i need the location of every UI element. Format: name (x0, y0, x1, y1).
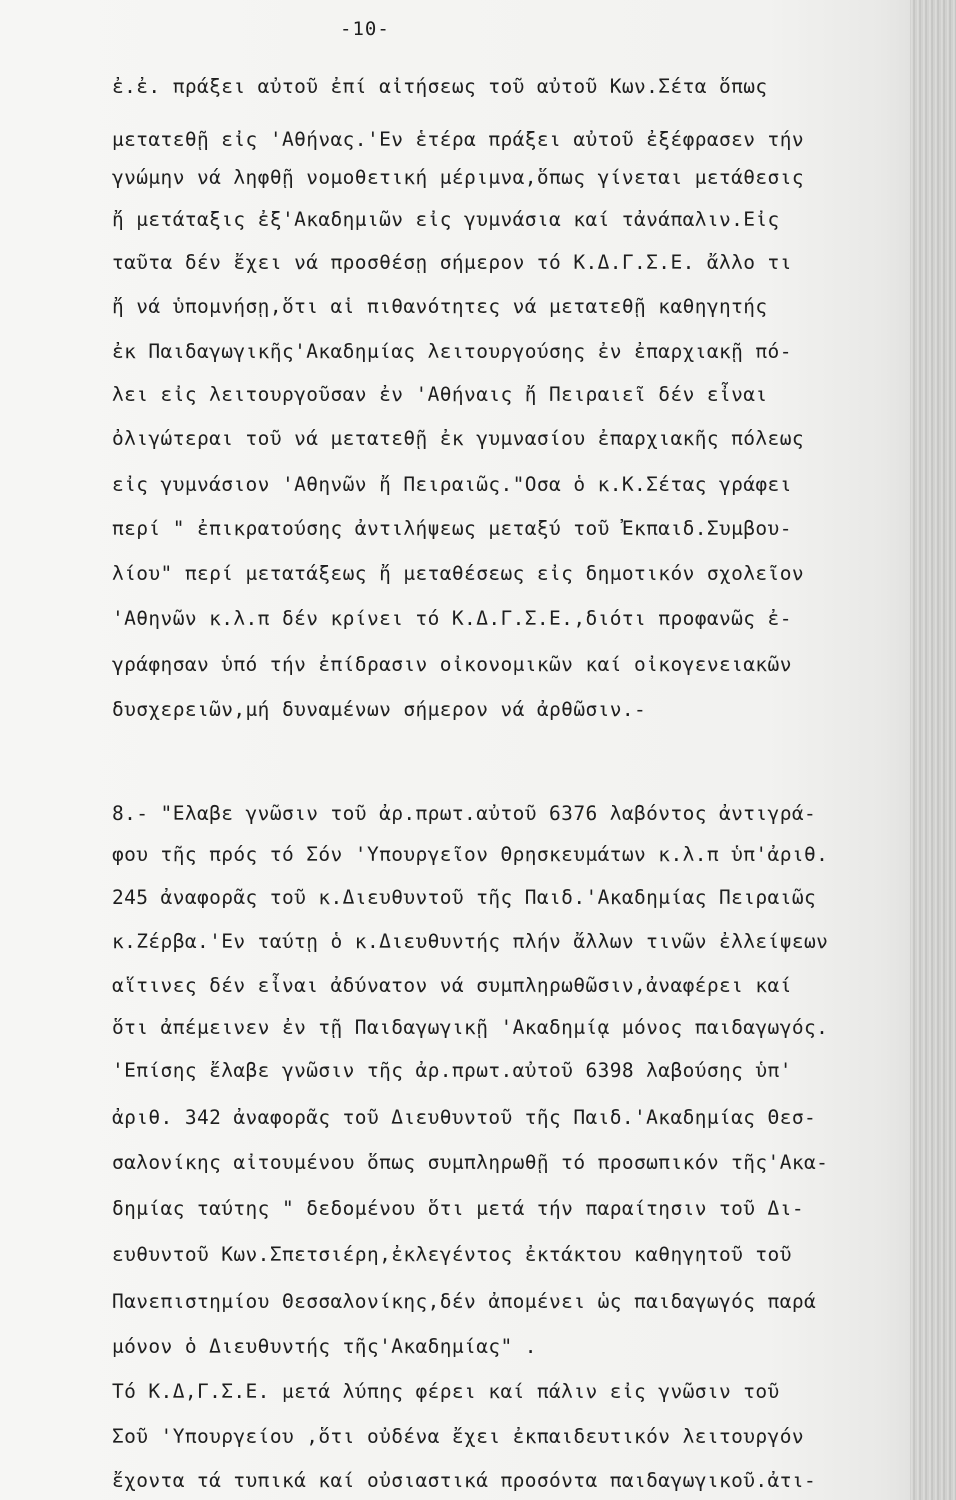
paragraph-1-line-8: λει εἰς λειτουργοῦσαν ἐν 'Αθήναις ἤ Πειραιεῖ δέν εἶναι (112, 383, 768, 406)
paragraph-2-line-11: ευθυντοῦ Κων.Σπετσιέρη,ἐκλεγέντος ἐκτάκτου καθηγητοῦ τοῦ (112, 1243, 792, 1266)
paragraph-2-line-1: 8.- "Ελαβε γνῶσιν τοῦ ἀρ.πρωτ.αὐτοῦ 6376 λαβόντος ἀντιγρά- (112, 802, 817, 825)
paragraph-1-line-13: 'Αθηνῶν κ.λ.π δέν κρίνει τό Κ.Δ.Γ.Σ.Ε.,διότι προφανῶς ἐ- (112, 607, 792, 630)
paragraph-2-line-10: δημίας ταύτης " δεδομένου ὅτι μετά τήν παραίτησιν τοῦ Δι- (112, 1197, 804, 1220)
paragraph-1-line-6: ἤ νά ὑπομνήσῃ,ὅτι αἱ πιθανότητες νά μετατεθῇ καθηγητής (112, 295, 768, 318)
paragraph-2-line-9: σαλονίκης αἰτουμένου ὅπως συμπληρωθῇ τό προσωπικόν τῆς'Ακα- (112, 1151, 829, 1174)
paragraph-2-line-6: ὅτι ἀπέμεινεν ἐν τῇ Παιδαγωγικῇ 'Ακαδημίᾳ μόνος παιδαγωγός. (112, 1016, 829, 1039)
paragraph-2-line-4: κ.Ζέρβα.'Εν ταύτῃ ὁ κ.Διευθυντής πλήν ἄλλων τινῶν ἐλλείψεων (112, 930, 829, 953)
paragraph-2-line-7: 'Επίσης ἔλαβε γνῶσιν τῆς ἀρ.πρωτ.αὐτοῦ 6398 λαβούσης ὑπ' (112, 1059, 792, 1082)
paragraph-1-line-9: ὀλιγώτεραι τοῦ νά μετατεθῇ ἐκ γυμνασίου ἐπαρχιακῆς πόλεως (112, 427, 804, 450)
scanned-page-edge (910, 0, 956, 1500)
paragraph-1-line-11: περί " ἐπικρατούσης ἀντιλήψεως μεταξύ τοῦ Ἐκπαιδ.Συμβου- (112, 517, 792, 540)
paragraph-1-line-10: εἰς γυμνάσιον 'Αθηνῶν ἤ Πειραιῶς."Οσα ὁ κ.Κ.Σέτας γράφει (112, 473, 792, 496)
paragraph-1-line-2: μετατεθῇ εἰς 'Αθήνας.'Εν ἑτέρα πράξει αὐτοῦ ἐξέφρασεν τήν (112, 128, 804, 151)
paragraph-1-line-15: δυσχερειῶν,μή δυναμένων σήμερον νά ἀρθῶσιν.- (112, 698, 647, 721)
paragraph-3-line-1: Τό Κ.Δ,Γ.Σ.Ε. μετά λύπης φέρει καί πάλιν εἰς γνῶσιν τοῦ (112, 1380, 780, 1403)
paragraph-1-line-1: ἐ.ἐ. πράξει αὐτοῦ ἐπί αἰτήσεως τοῦ αὐτοῦ Κων.Σέτα ὅπως (112, 75, 768, 98)
paragraph-2-line-3: 245 ἀναφορᾶς τοῦ κ.Διευθυντοῦ τῆς Παιδ.'Ακαδημίας Πειραιῶς (112, 886, 817, 909)
paragraph-3-line-2: Σοῦ 'Υπουργείου ,ὅτι οὐδένα ἔχει ἐκπαιδευτικόν λειτουργόν (112, 1425, 804, 1448)
paragraph-2-line-12: Πανεπιστημίου Θεσσαλονίκης,δέν ἀπομένει ὡς παιδαγωγός παρά (112, 1290, 817, 1313)
paragraph-1-line-3: γνώμην νά ληφθῇ νομοθετική μέριμνα,ὅπως γίνεται μετάθεσις (112, 166, 804, 189)
paragraph-3-line-3: ἔχοντα τά τυπικά καί οὐσιαστικά προσόντα παιδαγωγικοῦ.ἀτι- (112, 1469, 817, 1492)
paragraph-2-line-5: αἵτινες δέν εἶναι ἀδύνατον νά συμπληρωθῶσιν,ἀναφέρει καί (112, 974, 792, 997)
paragraph-1-line-12: λίου" περί μετατάξεως ἤ μεταθέσεως εἰς δημοτικόν σχολεῖον (112, 562, 804, 585)
paragraph-2-line-8: ἀριθ. 342 ἀναφορᾶς τοῦ Διευθυντοῦ τῆς Παιδ.'Ακαδημίας Θεσ- (112, 1106, 817, 1129)
paragraph-1-line-5: ταῦτα δέν ἔχει νά προσθέσῃ σήμερον τό Κ.Δ.Γ.Σ.Ε. ἄλλο τι (112, 251, 792, 274)
paragraph-2-line-2: φου τῆς πρός τό Σόν 'Υπουργεῖον Θρησκευμάτων κ.λ.π ὑπ'ἀριθ. (112, 843, 829, 866)
paragraph-1-line-4: ἤ μετάταξις ἐξ'Ακαδημιῶν εἰς γυμνάσια καί τἀνάπαλιν.Εἰς (112, 208, 780, 231)
paragraph-1-line-7: ἐκ Παιδαγωγικῆς'Ακαδημίας λειτουργούσης ἐν ἐπαρχιακῇ πό- (112, 340, 792, 363)
paragraph-2-line-13: μόνον ὁ Διευθυντής τῆς'Ακαδημίας" . (112, 1335, 537, 1358)
paragraph-1-line-14: γράφησαν ὑπό τήν ἐπίδρασιν οἰκονομικῶν καί οἰκογενειακῶν (112, 653, 792, 676)
page-number: -10- (340, 18, 390, 40)
